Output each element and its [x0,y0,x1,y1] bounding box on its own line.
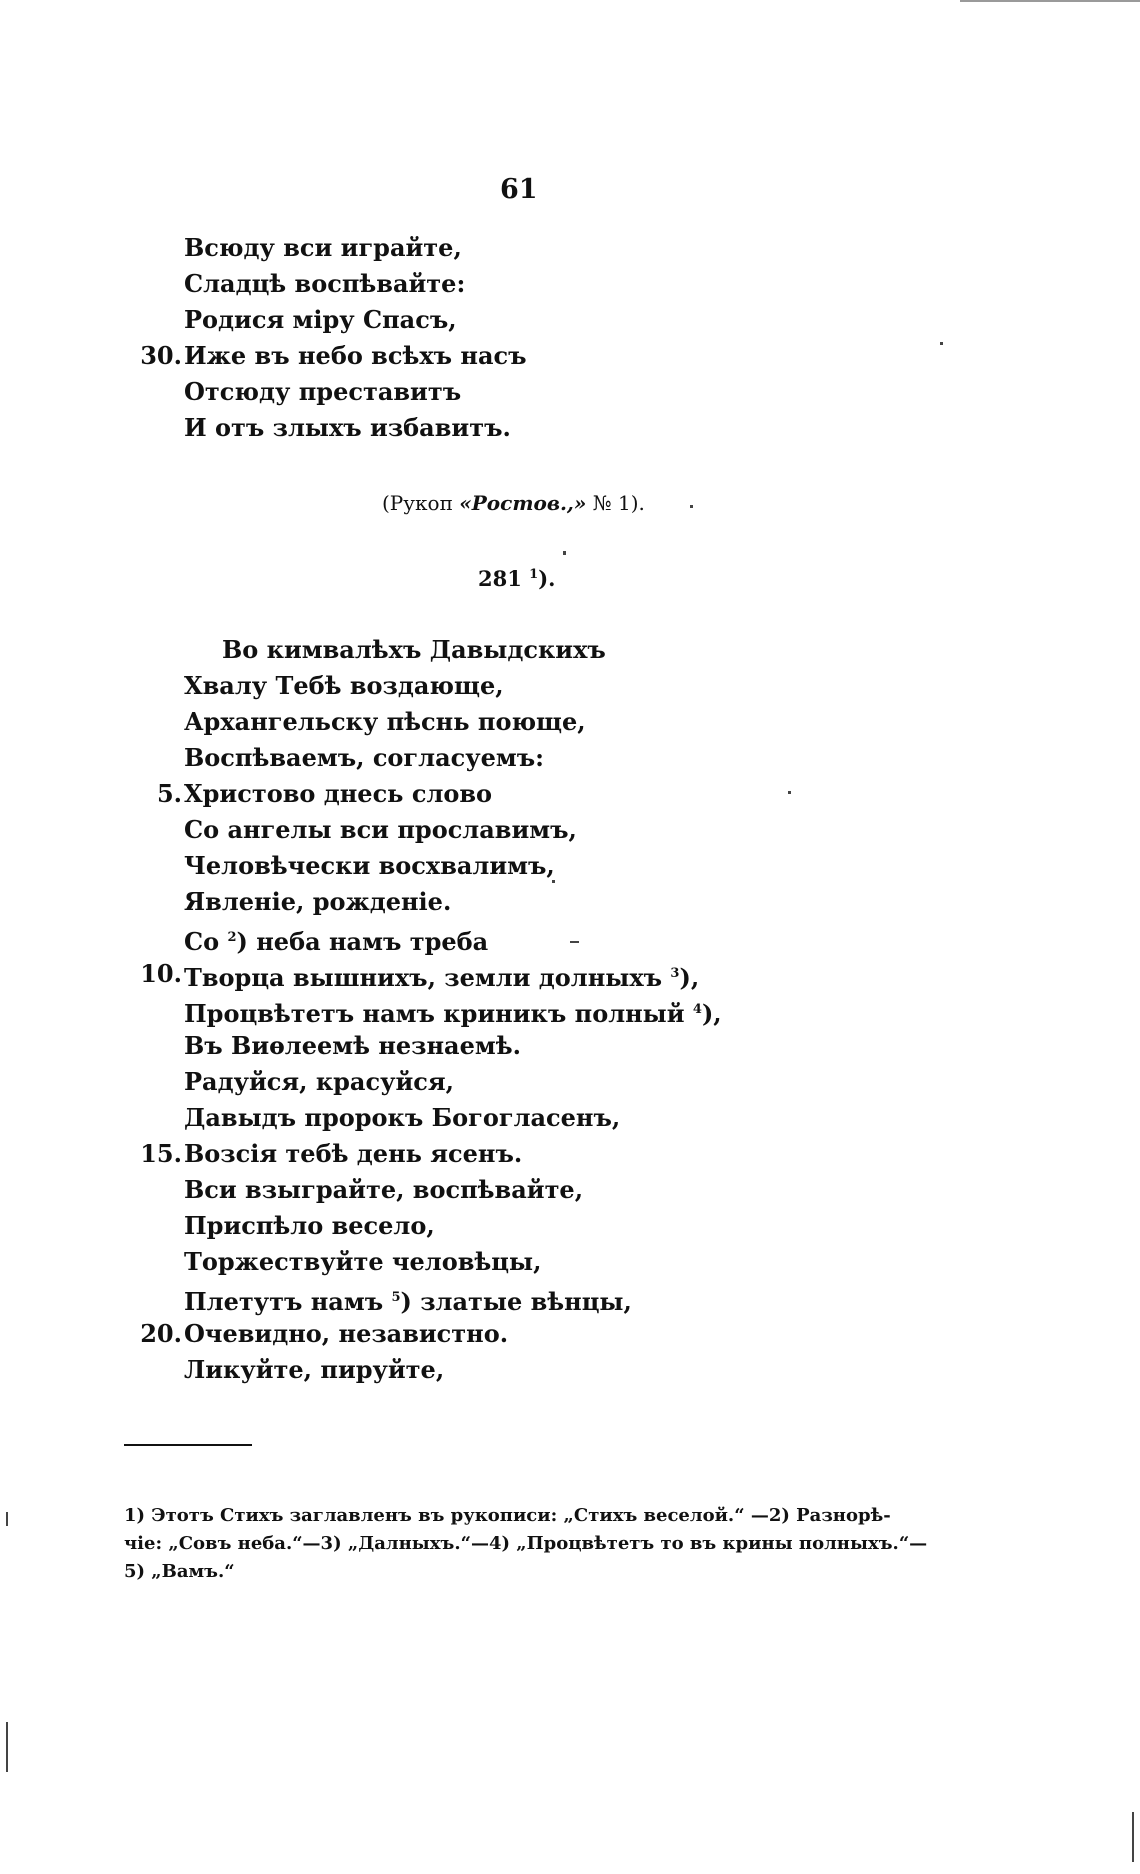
poem-number-value: 281 [478,566,522,591]
verse-text-main: Вси взыграйте, воспѣвайте, [184,1175,584,1204]
poem-number [478,566,555,591]
verse-text-main: Родися міру Спасъ, [184,305,457,334]
verse-text [184,338,527,374]
verse-text [184,740,544,776]
verse-text-main: Приспѣло весело, [184,1211,435,1240]
verse-text [184,410,511,446]
verse-text [184,920,488,960]
verse-text [184,230,462,266]
scan-speck [690,505,693,508]
verse-text [184,302,457,338]
line-number: 30. [140,341,182,370]
verse-text [184,266,465,302]
verse-text-main: Процвѣтетъ намъ криникъ полный [184,999,693,1028]
verse-text-main: Радуйся, красуйся, [184,1067,454,1096]
verse-text [184,1280,632,1320]
verse-text-main: Всюду вси играйте, [184,233,462,262]
source-title: «Ростов.,» [459,491,587,515]
verse-text [184,1028,521,1064]
verse-text-after: ), [701,999,722,1028]
verse-text [184,1100,620,1136]
verse-text-main: Творца вышнихъ, земли долныхъ [184,963,671,992]
verse-text-main: Христово днесь слово [184,779,493,808]
verse-text-main: Отсюду преставитъ [184,377,462,406]
page-number: 61 [500,174,538,205]
footnote-divider [124,1444,252,1446]
verse-text [184,992,722,1032]
verse-text-main: Иже въ небо всѣхъ насъ [184,341,527,370]
verse-text [184,1136,522,1172]
verse-text-main: Архангельску пѣснь поюще, [184,707,586,736]
verse-text [184,1316,508,1352]
source-open: (Рукоп [382,491,460,515]
verse-text [222,632,606,668]
verse-text [184,776,492,812]
verse-text [184,1244,541,1280]
verse-text [184,1352,444,1388]
source-rest: № 1). [586,491,645,515]
footnote-mark: 4 [692,1002,702,1017]
verse-text-main: Человѣчески восхвалимъ, [184,851,555,880]
footnote-line-1: 1) Этотъ Стихъ заглавленъ въ рукописи: „Стихъ веселой.“ —2) Разнорѣ- [124,1505,891,1526]
verse-text [184,1172,583,1208]
verse-text [184,848,555,884]
top-edge-line [960,0,1140,2]
footnote-mark: 3 [670,966,680,981]
scan-speck [570,941,579,943]
scan-speck [563,551,566,555]
verse-text-after: ), [679,963,700,992]
verse-text-after: ) неба намъ треба [236,927,489,956]
verse-text [184,704,586,740]
footnote-mark: 5 [391,1290,401,1305]
verse-text [184,668,504,704]
footnote-line-3: 5) „Вамъ.“ [124,1561,235,1582]
verse-text-main: Со [184,927,228,956]
verse-text [184,1208,435,1244]
scan-speck [1132,1812,1134,1862]
verse-text [184,812,577,848]
verse-text-main: Хвалу Тебѣ воздающе, [184,671,504,700]
scan-speck [6,1512,8,1526]
verse-text-main: Очевидно, независтно. [184,1319,509,1348]
poem-number-close: ). [538,566,556,591]
verse-text-main: Въ Виѳлеемѣ незнаемѣ. [184,1031,521,1060]
verse-text-after: ) златые вѣнцы, [400,1287,632,1316]
scan-speck [788,791,791,794]
verse-text-main: Воспѣваемъ, согласуемъ: [184,743,544,772]
verse-text [184,884,451,920]
verse-text-main: Торжествуйте человѣцы, [184,1247,542,1276]
verse-text [184,956,699,996]
scan-speck [940,342,943,345]
source-reference [382,488,645,518]
verse-text-main: Со ангелы вси прославимъ, [184,815,577,844]
line-number: 20. [140,1319,182,1348]
verse-text [184,1064,454,1100]
scan-speck [6,1722,8,1772]
footnote-line-2: чіе: „Совъ неба.“—3) „Далныхъ.“—4) „Процвѣтетъ то въ крины полныхъ.“— [124,1533,928,1554]
scan-speck [552,880,555,883]
verse-text-main: Сладцѣ воспѣвайте: [184,269,466,298]
verse-text-main: Явленіе, рожденіе. [184,887,452,916]
verse-text-main: Плетутъ намъ [184,1287,392,1316]
line-number: 15. [140,1139,182,1168]
line-number: 10. [140,959,182,988]
verse-text-main: Возсія тебѣ день ясенъ. [184,1139,523,1168]
verse-text-main: Ликуйте, пируйте, [184,1355,445,1384]
poem-footnote-mark: 1 [529,567,539,582]
verse-text-main: Во кимвалѣхъ Давыдскихъ [222,635,606,664]
verse-text [184,374,461,410]
footnote-mark: 2 [227,930,237,945]
line-number: 5. [156,779,182,808]
verse-text-main: Давыдъ пророкъ Богогласенъ, [184,1103,621,1132]
verse-text-main: И отъ злыхъ избавитъ. [184,413,511,442]
